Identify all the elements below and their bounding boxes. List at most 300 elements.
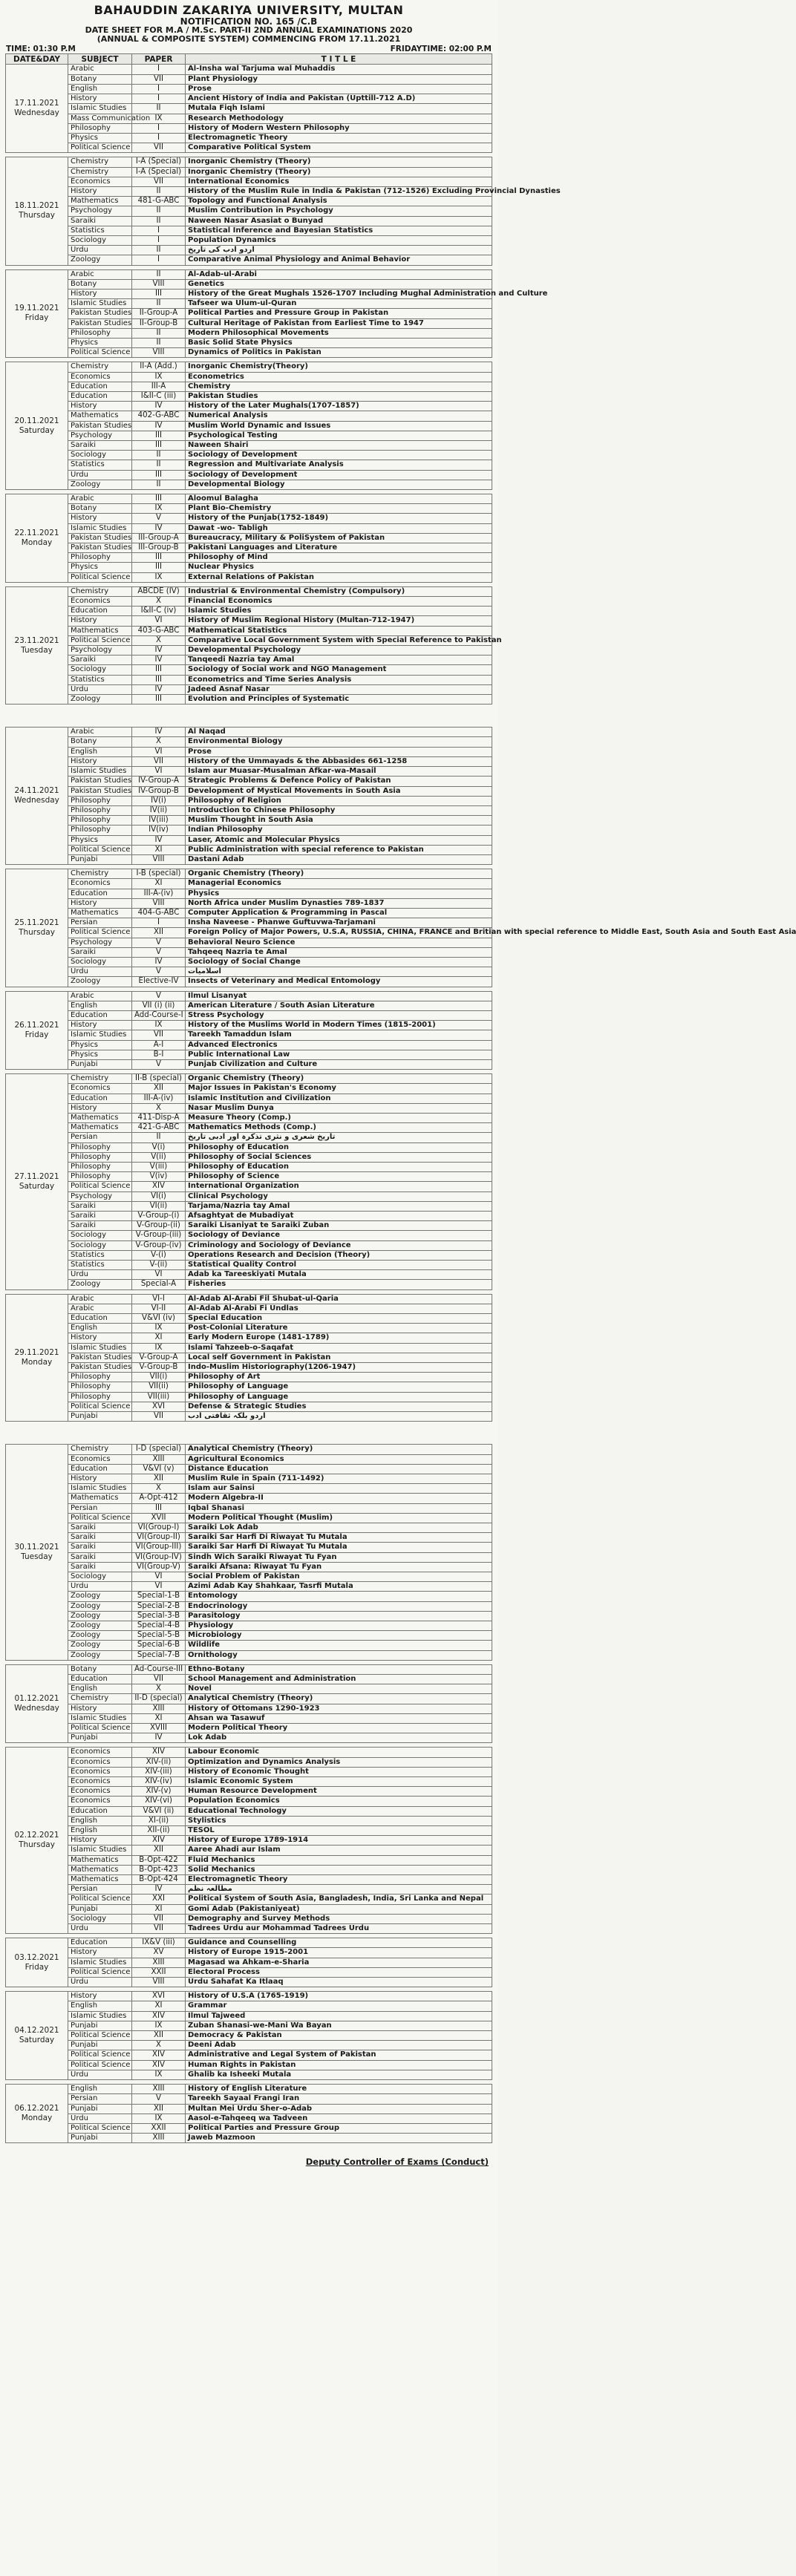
title-cell: Islami Tahzeeb-o-Saqafat [186,1343,492,1353]
subject-cell: Economics [68,1787,132,1797]
title-cell: North Africa under Muslim Dynasties 789-1837 [186,898,492,908]
title-cell: Plant Physiology [186,74,492,84]
table-row [6,845,492,854]
paper-cell: Special-7-B [132,1650,186,1660]
paper-cell: II [132,216,186,226]
title-cell: Physiology [186,1621,492,1630]
paper-cell: IX [132,572,186,582]
table-row [6,543,492,553]
title-cell: Nasar Muslim Dunya [186,1103,492,1113]
title-cell: Educational Technology [186,1806,492,1816]
title-cell: Human Resource Development [186,1787,492,1797]
title-cell: Measure Theory (Comp.) [186,1114,492,1123]
title-cell: Ethno-Botany [186,1664,492,1674]
exam-date-day: 22.11.2021 Monday [6,494,68,583]
paper-cell: II [132,328,186,338]
exam-date-day: 03.12.2021 Friday [6,1938,68,1987]
subject-cell: Education [68,607,132,616]
subject-cell: Islamic Studies [68,104,132,114]
table-row [6,786,492,796]
subject-cell: Arabic [68,728,132,737]
paper-cell: A-Opt-412 [132,1494,186,1503]
table-row [6,65,492,74]
table-row [6,309,492,318]
title-cell: Ghalib ka Isheeki Mutala [186,2070,492,2079]
table-row [6,1704,492,1713]
paper-cell: B-Opt-424 [132,1875,186,1885]
paper-cell: X [132,2041,186,2050]
title-cell: Philosophy of Social Sciences [186,1152,492,1162]
table-row [6,553,492,563]
table-row [6,1304,492,1313]
subject-cell: Punjabi [68,1733,132,1743]
table-row [6,1967,492,1977]
title-cell: External Relations of Pakistan [186,572,492,582]
paper-cell: IV(i) [132,796,186,805]
table-row [6,402,492,411]
subject-cell: Education [68,1806,132,1816]
date-sheet-title: DATE SHEET FOR M.A / M.Sc. PART-II 2ND ANNUAL EXAMINATIONS 2020 [85,25,413,36]
table-row [6,1059,492,1069]
table-row [6,1978,492,1987]
subject-cell: Zoology [68,1631,132,1641]
table-row [6,805,492,815]
table-row [6,747,492,756]
subject-cell: Economics [68,597,132,607]
title-cell: Al Naqad [186,728,492,737]
paper-cell: V-Group-(i) [132,1212,186,1221]
paper-cell: IX [132,1324,186,1333]
paper-cell: X [132,597,186,607]
subject-cell: Sociology [68,665,132,675]
title-cell: Clinical Psychology [186,1191,492,1201]
subject-cell: Urdu [68,1582,132,1592]
exam-date-day: 26.11.2021 Friday [6,991,68,1070]
title-cell: Adab ka Tareeskiyati Mutala [186,1270,492,1280]
title-cell: Industrial & Environmental Chemistry (Compulsory) [186,586,492,596]
table-row [6,991,492,1001]
title-cell: تاریخ شعری و نثری تذکرہ اور ادبی تاریخ [186,1133,492,1142]
title-cell: Mathematics Methods (Comp.) [186,1123,492,1133]
title-cell: Philosophy of Religion [186,796,492,805]
title-cell: Distance Education [186,1464,492,1474]
notice-header [0,0,498,43]
title-cell: Statistical Quality Control [186,1261,492,1270]
subject-cell: English [68,2085,132,2094]
subject-cell: Saraiki [68,656,132,665]
subject-cell: Botany [68,504,132,514]
paper-cell: X [132,1103,186,1113]
paper-cell: VI(Group-IV) [132,1552,186,1562]
table-row [6,1324,492,1333]
subject-cell: Botany [68,279,132,289]
exam-system-subtitle: (ANNUAL & COMPOSITE SYSTEM) COMMENCING FROM 17.11.2021 [97,33,401,44]
paper-cell: V-(ii) [132,1261,186,1270]
title-cell: Chemistry [186,382,492,391]
table-row [6,1084,492,1094]
paper-cell: IX [132,2070,186,2079]
title-cell: Special Education [186,1314,492,1324]
paper-cell: VI [132,747,186,756]
table-row [6,1694,492,1704]
subject-cell: Economics [68,1084,132,1094]
subject-cell: Philosophy [68,1373,132,1382]
paper-cell: XII [132,1846,186,1855]
table-row [6,1723,492,1733]
paper-cell: IV [132,421,186,431]
paper-cell: VII [132,1914,186,1923]
paper-cell: XIV-(v) [132,1787,186,1797]
subject-cell: Persian [68,2094,132,2104]
subject-cell: Chemistry [68,157,132,167]
paper-cell: X [132,737,186,747]
subject-cell: English [68,84,132,94]
subject-cell: Economics [68,1757,132,1767]
paper-cell: IX [132,2021,186,2030]
table-row [6,737,492,747]
table-row [6,216,492,226]
table-row [6,2050,492,2060]
subject-cell: Botany [68,737,132,747]
table-row [6,1855,492,1865]
date-sheet-table [5,1444,492,2143]
subject-cell: Arabic [68,269,132,279]
paper-cell: V&VI (iv) [132,1314,186,1324]
subject-cell: Political Science [68,348,132,358]
subject-cell: History [68,186,132,196]
subject-cell: Urdu [68,2114,132,2123]
subject-cell: Pakistan Studies [68,318,132,328]
table-row [6,177,492,186]
paper-cell: X [132,1684,186,1694]
subject-cell: History [68,898,132,908]
paper-cell: VII [132,177,186,186]
subject-cell: Education [68,1010,132,1020]
paper-cell: XIV [132,1748,186,1757]
paper-cell: II-Group-B [132,318,186,328]
exam-date-day: 02.12.2021 Thursday [6,1748,68,1934]
paper-cell: VII [132,1412,186,1422]
table-row [6,338,492,347]
table-row [6,2060,492,2070]
paper-cell: IV [132,1733,186,1743]
subject-cell: Urdu [68,1924,132,1934]
subject-cell: Saraiki [68,1543,132,1552]
paper-cell: III-Group-A [132,533,186,543]
time-general: TIME: 01:30 P.M [6,45,76,54]
title-cell: Basic Solid State Physics [186,338,492,347]
paper-cell: VI(Group-II) [132,1533,186,1543]
paper-cell: V(iv) [132,1172,186,1182]
paper-cell: V-Group-B [132,1363,186,1373]
title-cell: Aaree Ahadi aur Islam [186,1846,492,1855]
subject-cell: Punjabi [68,2021,132,2030]
subject-cell: Philosophy [68,805,132,815]
paper-cell: V [132,967,186,977]
title-cell: Sociology of Development [186,470,492,480]
title-cell: Tareekh Sayaal Frangi Iran [186,2094,492,2104]
paper-cell: VI-I [132,1294,186,1304]
table-row [6,504,492,514]
title-cell: Aasol-e-Tahqeeq wa Tadveen [186,2114,492,2123]
paper-cell: V&VI (v) [132,1464,186,1474]
title-cell: Electromagnetic Theory [186,1875,492,1885]
subject-cell: Mathematics [68,1123,132,1133]
paper-cell: III [132,441,186,451]
table-row [6,1464,492,1474]
subject-cell: Persian [68,1885,132,1895]
table-row [6,123,492,133]
table-row [6,2011,492,2021]
subject-cell: Economics [68,1748,132,1757]
title-cell: Aloomul Balagha [186,494,492,504]
paper-cell: V-(i) [132,1250,186,1260]
paper-cell: II [132,246,186,255]
subject-cell: Arabic [68,1304,132,1313]
subject-cell: Mathematics [68,1875,132,1885]
subject-cell: Punjabi [68,1412,132,1422]
table-row [6,675,492,684]
paper-cell: IV [132,1885,186,1895]
title-cell: Pakistan Studies [186,391,492,401]
subject-cell: Saraiki [68,1212,132,1221]
table-row [6,451,492,460]
paper-cell: VII(i) [132,1373,186,1382]
table-row [6,1163,492,1172]
paper-cell: XI [132,1333,186,1343]
table-row [6,1280,492,1289]
title-cell: Cultural Heritage of Pakistan from Earliest Time to 1947 [186,318,492,328]
paper-cell: Special-3-B [132,1611,186,1621]
title-cell: Afsaghtyat de Mubadiyat [186,1212,492,1221]
subject-cell: Philosophy [68,1152,132,1162]
paper-cell: V [132,938,186,947]
table-row [6,1664,492,1674]
table-row [6,2041,492,2050]
exam-date-day: 23.11.2021 Tuesday [6,586,68,704]
subject-cell: Sociology [68,1240,132,1250]
title-cell: Dynamics of Politics in Pakistan [186,348,492,358]
title-cell: Naween Shairi [186,441,492,451]
paper-cell: II [132,480,186,489]
title-cell: Azimi Adab Kay Shahkaar, Tasrfi Mutala [186,1582,492,1592]
subject-cell: History [68,1333,132,1343]
paper-cell: III [132,563,186,572]
subject-cell: Physics [68,835,132,845]
paper-cell: IV(iv) [132,826,186,835]
table-row [6,1806,492,1816]
paper-cell: XII [132,928,186,938]
title-cell: Endocrinology [186,1601,492,1611]
subject-cell: Philosophy [68,1163,132,1172]
subject-cell: Mathematics [68,197,132,206]
subject-cell: Political Science [68,2123,132,2133]
paper-cell: VI [132,616,186,626]
subject-cell: Philosophy [68,1172,132,1182]
table-row [6,656,492,665]
column-header-title: T I T L E [186,54,492,65]
subject-cell: Saraiki [68,947,132,957]
exam-date-day: 04.12.2021 Saturday [6,1992,68,2080]
paper-cell: VI [132,1572,186,1581]
table-row [6,967,492,977]
title-cell: Philosophy of Language [186,1382,492,1392]
title-cell: Dastani Adab [186,854,492,864]
subject-cell: History [68,289,132,298]
table-row [6,597,492,607]
table-row [6,1543,492,1552]
paper-cell: Special-4-B [132,1621,186,1630]
table-row [6,816,492,826]
title-cell: Modern Algebra-II [186,1494,492,1503]
table-row [6,1484,492,1494]
title-cell: Muslim World Dynamic and Issues [186,421,492,431]
table-row [6,114,492,123]
paper-cell: VII [132,756,186,766]
subject-cell: Islamic Studies [68,1030,132,1040]
subject-cell: Physics [68,338,132,347]
title-cell: Managerial Economics [186,879,492,889]
subject-cell: Political Science [68,1513,132,1523]
title-cell: Inorganic Chemistry(Theory) [186,362,492,372]
title-cell: Tareekh Tamaddun Islam [186,1030,492,1040]
table-row [6,74,492,84]
table-row [6,94,492,104]
table-row [6,1641,492,1650]
subject-cell: Mathematics [68,626,132,635]
subject-cell: Islamic Studies [68,523,132,533]
table-row [6,1123,492,1133]
title-cell: Modern Political Thought (Muslim) [186,1513,492,1523]
table-row [6,1572,492,1581]
paper-cell: V [132,991,186,1001]
subject-cell: Education [68,889,132,898]
paper-cell: VI(Group-I) [132,1523,186,1532]
title-cell: Modern Political Theory [186,1723,492,1733]
deputy-controller-signature: Deputy Controller of Exams (Conduct) [305,2157,489,2168]
title-cell: History of the Punjab(1752-1849) [186,514,492,523]
paper-cell: VII(iii) [132,1392,186,1402]
table-row [6,1133,492,1142]
paper-cell: VI(Group-V) [132,1562,186,1572]
subject-cell: Psychology [68,646,132,656]
paper-cell: I [132,235,186,245]
table-row [6,918,492,928]
table-row [6,1748,492,1757]
subject-cell: Chemistry [68,362,132,372]
subject-cell: Physics [68,133,132,143]
subject-cell: Zoology [68,1641,132,1650]
title-cell: Electoral Process [186,1967,492,1977]
subject-cell: Political Science [68,1967,132,1977]
table-row [6,2001,492,2011]
paper-cell: III [132,494,186,504]
paper-cell: VII [132,1030,186,1040]
paper-cell: II-B (special) [132,1074,186,1084]
title-cell: History of U.S.A (1765-1919) [186,1992,492,2001]
paper-cell: XII [132,1474,186,1483]
table-row [6,1621,492,1630]
subject-cell: History [68,402,132,411]
subject-cell: Philosophy [68,1142,132,1152]
table-row [6,289,492,298]
table-row [6,1846,492,1855]
table-row [6,235,492,245]
paper-cell: VII (i) (ii) [132,1001,186,1010]
subject-cell: Punjabi [68,1059,132,1069]
subject-cell: Pakistan Studies [68,777,132,786]
paper-cell: III [132,431,186,440]
paper-cell: VI(Group-III) [132,1543,186,1552]
title-cell: Muslim Rule in Spain (711-1492) [186,1474,492,1483]
table-row [6,1767,492,1776]
title-cell: Public International Law [186,1050,492,1059]
title-cell: Saraiki Sar Harfi Di Riwayat Tu Mutala [186,1543,492,1552]
title-cell: Islamic Economic System [186,1777,492,1787]
paper-cell: IV [132,684,186,694]
title-cell: Grammar [186,2001,492,2011]
subject-cell: Urdu [68,967,132,977]
paper-cell: V-Group-A [132,1353,186,1362]
subject-cell: English [68,1816,132,1825]
paper-cell: II [132,338,186,347]
title-cell: History of the Ummayads & the Abbasides 661-1258 [186,756,492,766]
subject-cell: Political Science [68,928,132,938]
table-row [6,2021,492,2030]
table-row [6,1513,492,1523]
subject-cell: Saraiki [68,1201,132,1211]
paper-cell: IX [132,504,186,514]
table-row [6,1797,492,1806]
subject-cell: Philosophy [68,553,132,563]
title-cell: Major Issues in Pakistan's Economy [186,1084,492,1094]
paper-cell: B-Opt-422 [132,1855,186,1865]
paper-cell: I-A (Special) [132,157,186,167]
subject-cell: Economics [68,879,132,889]
paper-cell: IV(ii) [132,805,186,815]
page-break [5,705,492,727]
table-row [6,572,492,582]
table-row [6,246,492,255]
table-row [6,372,492,382]
table-row [6,1172,492,1182]
paper-cell: XII [132,2031,186,2041]
subject-cell: Philosophy [68,328,132,338]
title-cell: Islamic Institution and Civilization [186,1094,492,1103]
title-cell: Political System of South Asia, Bangladesh, India, Sri Lanka and Nepal [186,1895,492,1904]
paper-cell: XI [132,1904,186,1914]
table-row [6,626,492,635]
table-row [6,84,492,94]
paper-cell: VI(i) [132,1191,186,1201]
title-cell: Comparative Animal Physiology and Animal Behavior [186,255,492,265]
subject-cell: Political Science [68,572,132,582]
paper-cell: II [132,451,186,460]
title-cell: Muslim Contribution in Psychology [186,206,492,216]
subject-cell: History [68,1948,132,1958]
table-row [6,318,492,328]
paper-cell: VII [132,143,186,153]
table-row [6,1001,492,1010]
subject-cell: Arabic [68,494,132,504]
subject-cell: Persian [68,918,132,928]
subject-cell: Education [68,391,132,401]
paper-cell: XVI [132,1402,186,1411]
title-cell: Bureaucracy, Military & PoliSystem of Pakistan [186,533,492,543]
paper-cell: IX&V (iii) [132,1938,186,1948]
paper-cell: V [132,2094,186,2104]
subject-cell: Saraiki [68,1552,132,1562]
